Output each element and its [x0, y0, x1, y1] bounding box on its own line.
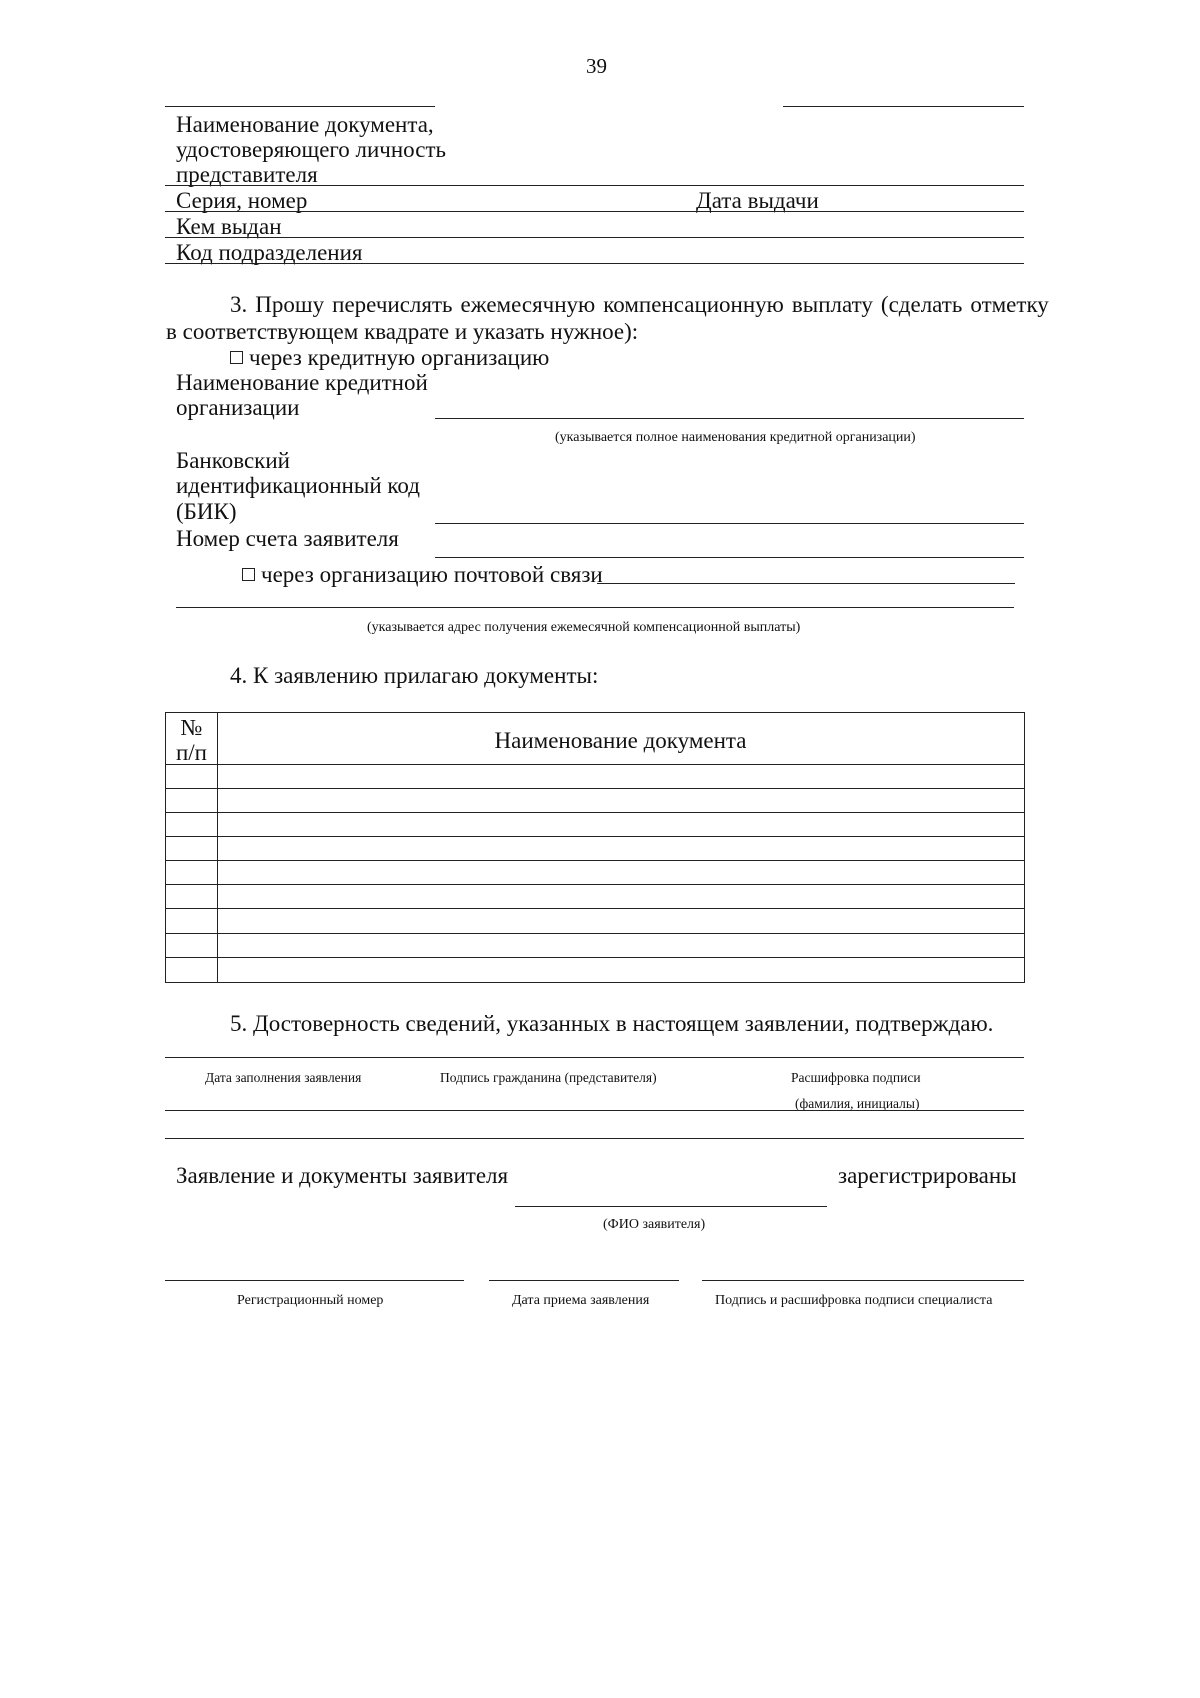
signature-rule-mid [165, 1110, 1024, 1111]
specialist-caption: Подпись и расшифровка подписи специалиста [715, 1293, 993, 1308]
post-field-2[interactable] [176, 607, 1014, 608]
table-row [166, 812, 1024, 813]
doc-name-label-3: представителя [176, 162, 318, 187]
section3-heading-2: в соответствующем квадрате и указать нужное): [166, 319, 639, 344]
documents-table [165, 712, 1025, 983]
credit-org-field[interactable] [435, 418, 1024, 419]
credit-org-label-1: Наименование кредитной [176, 370, 428, 395]
section4-heading: 4. К заявлению прилагаю документы: [230, 663, 599, 688]
rule-doc-name [165, 185, 1024, 186]
credit-option[interactable] [230, 344, 549, 372]
issue-date-label: Дата выдачи [696, 188, 819, 213]
table-row [166, 836, 1024, 837]
page-number: 39 [586, 54, 607, 78]
fio-field[interactable] [515, 1206, 827, 1207]
table-row [166, 957, 1024, 958]
section3-heading-1: 3. Прошу перечислять ежемесячную компенсационную выплату (сделать отметку [230, 292, 1049, 317]
post-hint: (указывается адрес получения ежемесячной компенсационной выплаты) [367, 620, 801, 635]
reg-number-caption: Регистрационный номер [237, 1293, 384, 1308]
credit-option-checkbox[interactable] [230, 351, 243, 364]
signature-caption: Подпись гражданина (представителя) [440, 1070, 657, 1085]
decode-caption-2: (фамилия, инициалы) [795, 1096, 920, 1111]
signature-rule-bottom [165, 1138, 1024, 1139]
rule-division [165, 263, 1024, 264]
table-row [166, 764, 1024, 765]
registration-right-text: зарегистрированы [838, 1163, 1017, 1188]
post-option[interactable] [242, 561, 603, 589]
fio-caption: (ФИО заявителя) [603, 1217, 706, 1232]
decode-caption: Расшифровка подписи [791, 1070, 921, 1085]
table-row [166, 860, 1024, 861]
rule-series [165, 211, 1024, 212]
signature-rule-top [165, 1057, 1024, 1058]
bik-label-2: идентификационный код [176, 473, 420, 498]
series-label: Серия, номер [176, 188, 308, 213]
bik-label-3: (БИК) [176, 499, 237, 524]
post-field-1[interactable] [597, 583, 1015, 584]
table-row [166, 788, 1024, 789]
table-row [166, 908, 1024, 909]
credit-org-hint: (указывается полное наименования кредитной организации) [555, 430, 916, 445]
account-label: Номер счета заявителя [176, 526, 399, 551]
division-code-label: Код подразделения [176, 240, 363, 265]
col-num-header-2: п/п [175, 740, 207, 765]
bik-label-1: Банковский [176, 448, 290, 473]
rule-issued-by [165, 237, 1024, 238]
table-row [166, 884, 1024, 885]
bik-field[interactable] [435, 523, 1024, 524]
receipt-date-field[interactable] [489, 1280, 679, 1281]
issued-by-label: Кем выдан [176, 214, 282, 239]
post-option-label: через организацию почтовой связи [261, 562, 603, 587]
credit-org-label-2: организации [176, 395, 300, 420]
specialist-field[interactable] [702, 1280, 1024, 1281]
rule-top [165, 106, 435, 107]
doc-name-label-2: удостоверяющего личность [176, 137, 446, 162]
col-name-header: Наименование документа [494, 728, 747, 753]
doc-name-label-1: Наименование документа, [176, 112, 434, 137]
col-num-header-1: № [180, 715, 203, 740]
post-option-checkbox[interactable] [242, 568, 255, 581]
date-caption: Дата заполнения заявления [205, 1070, 362, 1085]
account-field[interactable] [435, 557, 1024, 558]
section5-heading: 5. Достоверность сведений, указанных в настоящем заявлении, подтверждаю. [230, 1011, 994, 1036]
receipt-date-caption: Дата приема заявления [512, 1293, 650, 1308]
credit-option-label: через кредитную организацию [249, 345, 550, 370]
registration-left-text: Заявление и документы заявителя [176, 1163, 509, 1188]
reg-number-field[interactable] [165, 1280, 464, 1281]
table-row [166, 933, 1024, 934]
rule-top-right [783, 106, 1024, 107]
